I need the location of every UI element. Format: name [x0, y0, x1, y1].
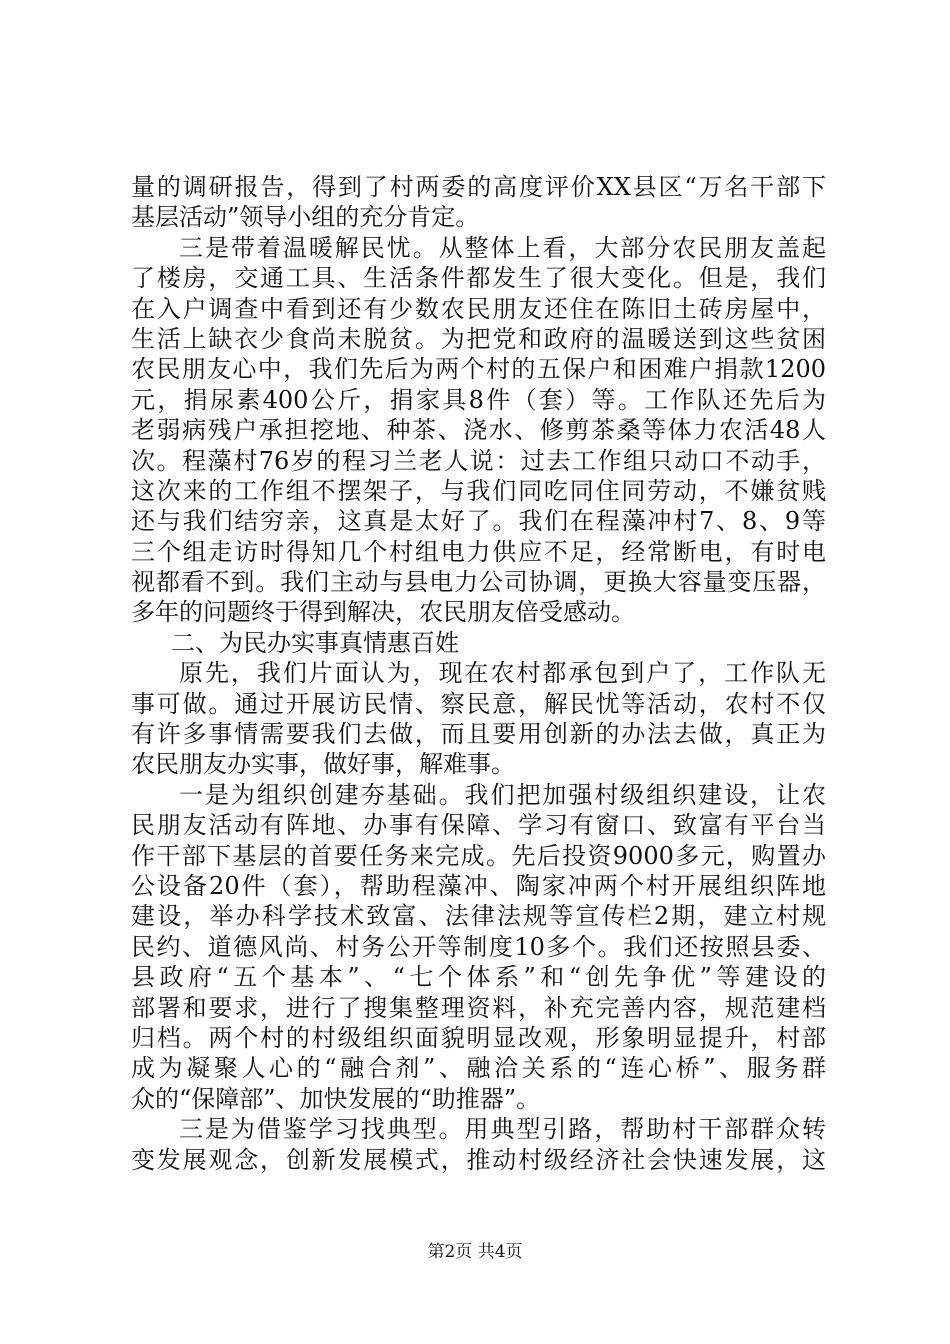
document-body: [131, 172, 826, 1175]
text-line: 有许多事情需要我们去做，而且要用创新的办法去做，真正为: [131, 720, 826, 749]
page-number-footer: 第2页 共4页: [427, 1242, 523, 1262]
text-line: 部署和要求，进行了搜集整理资料，补充完善内容，规范建档: [131, 993, 826, 1022]
text-line: 民朋友活动有阵地、办事有保障、学习有窗口、致富有平台当: [131, 811, 826, 840]
paragraph-start-line: 三是带着温暖解民忧。从整体上看，大部分农民朋友盖起: [179, 233, 826, 262]
text-line: 多年的问题终于得到解决，农民朋友倍受感动。: [131, 598, 635, 627]
paragraph-start-line: 原先，我们片面认为，现在农村都承包到户了，工作队无: [179, 659, 826, 688]
text-line: 事可做。通过开展访民情、察民意，解民忧等活动，农村不仅: [131, 689, 826, 718]
text-line: 在入户调查中看到还有少数农民朋友还住在陈旧土砖房屋中，: [131, 294, 826, 323]
text-line: 视都看不到。我们主动与县电力公司协调，更换大容量变压器，: [131, 568, 826, 597]
text-line: 众的“保障部”、加快发展的“助推器”。: [131, 1084, 541, 1113]
text-line: 还与我们结穷亲，这真是太好了。我们在程藻冲村7、8、9等: [131, 507, 826, 536]
text-line: 农民朋友办实事，做好事，解难事。: [131, 750, 515, 779]
text-line: 元，捐尿素400公斤，捐家具8件（套）等。工作队还先后为: [131, 385, 826, 414]
text-line: 作干部下基层的首要任务来完成。先后投资9000多元，购置办: [131, 841, 826, 870]
text-line: 三个组走访时得知几个村组电力供应不足，经常断电，有时电: [131, 537, 826, 566]
text-line: 建设，举办科学技术致富、法律法规等宣传栏2期，建立村规: [131, 902, 826, 931]
text-line: 民约、道德风尚、村务公开等制度10多个。我们还按照县委、: [131, 932, 826, 961]
text-line: 老弱病残户承担挖地、种茶、浇水、修剪茶桑等体力农活48人: [131, 416, 826, 445]
text-line: 成为凝聚人心的“融合剂”、融洽关系的“连心桥”、服务群: [131, 1054, 826, 1083]
text-line: 次。程藻村76岁的程习兰老人说：过去工作组只动口不动手，: [131, 446, 826, 475]
text-line: 变发展观念，创新发展模式，推动村级经济社会快速发展，这: [131, 1145, 826, 1174]
text-line: 归档。两个村的村级组织面貌明显改观，形象明显提升，村部: [131, 1023, 826, 1052]
text-line: 县政府“五个基本”、“七个体系”和“创先争优”等建设的: [131, 963, 826, 992]
paragraph-start-line: 三是为借鉴学习找典型。用典型引路，帮助村干部群众转: [179, 1115, 826, 1144]
text-line: 基层活动”领导小组的充分肯定。: [131, 203, 480, 232]
section-heading: 二、为民办实事真情惠百姓: [171, 628, 459, 657]
text-line: 量的调研报告，得到了村两委的高度评价XX县区“万名干部下: [131, 173, 826, 201]
text-line: 了楼房，交通工具、生活条件都发生了很大变化。但是，我们: [131, 264, 826, 293]
text-line: 农民朋友心中，我们先后为两个村的五保户和困难户捐款1200: [131, 355, 826, 384]
text-line: 生活上缺衣少食尚未脱贫。为把党和政府的温暖送到这些贫困: [131, 324, 826, 353]
text-line: 这次来的工作组不摆架子，与我们同吃同住同劳动，不嫌贫贱: [131, 476, 826, 505]
paragraph-start-line: 一是为组织创建夯基础。我们把加强村级组织建设，让农: [179, 780, 826, 809]
text-line: 公设备20件（套），帮助程藻冲、陶家冲两个村开展组织阵地: [131, 871, 826, 900]
